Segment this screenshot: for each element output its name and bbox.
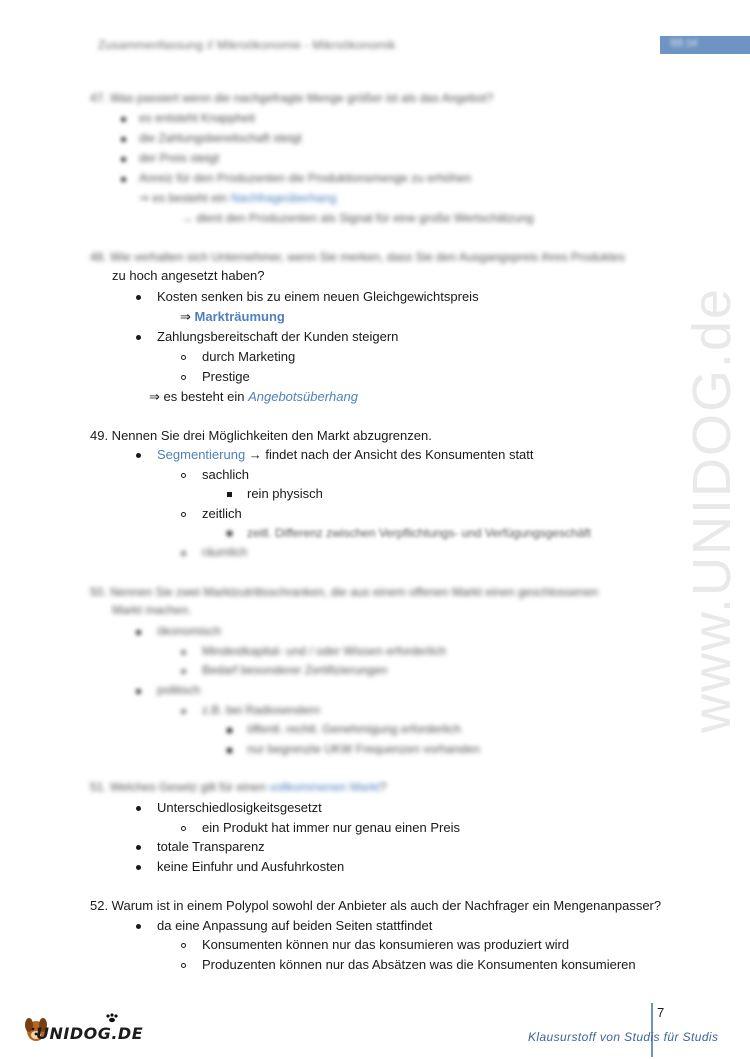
q50-item2-sub1-a: öffentl. rechtl. Genehmigung erforderlich xyxy=(247,722,461,736)
q50-question-line1: 50. Nennen Sie zwei Marktzutrittsschranken, die aus einem offenen Markt einen geschlossenen xyxy=(90,585,599,599)
q48-item1: Kosten senken bis zu einem neuen Gleichgewichtspreis xyxy=(157,289,479,304)
q52-question: 52. Warum ist in einem Polypol sowohl der Anbieter als auch der Nachfrager ein Mengenanpasser? xyxy=(90,898,662,913)
bullet-icon xyxy=(121,157,126,162)
circle-bullet-icon xyxy=(181,826,186,831)
bullet-icon xyxy=(136,335,141,340)
square-bullet-icon xyxy=(227,531,232,536)
q49-sub2-detail: zeitl. Differenz zwischen Verpflichtungs- und Verfügungsgeschäft xyxy=(247,526,591,540)
q49-sub1-detail: rein physisch xyxy=(247,486,323,501)
circle-bullet-icon xyxy=(181,943,186,948)
q48-implies1-term: Markträumung xyxy=(194,309,285,324)
q51-item1-sub: ein Produkt hat immer nur genau einen Preis xyxy=(202,820,460,835)
q51-item3: keine Einfuhr und Ausfuhrkosten xyxy=(157,859,345,874)
q48-implies2 xyxy=(149,389,358,405)
circle-bullet-icon xyxy=(181,709,186,714)
circle-bullet-icon xyxy=(181,512,186,517)
q49-item-term: Segmentierung xyxy=(157,447,246,462)
square-bullet-icon xyxy=(227,748,232,753)
q48-implies2-term: Angebotsüberhang xyxy=(248,389,358,404)
q49-item xyxy=(157,447,534,463)
square-bullet-icon xyxy=(227,728,232,733)
bullet-icon xyxy=(136,630,141,635)
q47-question: 47. Was passiert wenn die nachgefragte Menge größer ist als das Angebot? xyxy=(90,91,494,105)
q50-item2: politisch xyxy=(157,683,201,697)
q49-item-rest: → findet nach der Ansicht des Konsumenten statt xyxy=(245,447,534,462)
logo-text: UNIDOG.DE xyxy=(36,1024,144,1043)
q48-implies1-symbol: ⇒ xyxy=(180,309,191,324)
bullet-icon xyxy=(136,865,141,870)
q50-question-line2: Markt machen. xyxy=(112,603,192,617)
q48-implies2-prefix: ⇒ es besteht ein xyxy=(149,389,245,404)
q50-item2-sub1: z.B. bei Radiosendern xyxy=(202,703,321,717)
q51-item2: totale Transparenz xyxy=(157,839,265,854)
circle-bullet-icon xyxy=(181,669,186,674)
q49-question: 49. Nennen Sie drei Möglichkeiten den Markt abzugrenzen. xyxy=(90,428,432,443)
q48-question-line1: 48. Wie verhalten sich Unternehmer, wenn Sie merken, dass Sie den Ausgangspreis ihres Produktes xyxy=(90,250,625,264)
q48-implies1 xyxy=(180,309,285,325)
q47-item: die Zahlungsbereitschaft steigt xyxy=(139,131,302,145)
watermark-text: www.UNIDOG.de xyxy=(682,286,742,734)
bullet-icon xyxy=(136,295,141,300)
bullet-icon xyxy=(136,689,141,694)
q51-question-prefix: 51. Welches Gesetz gilt für einen xyxy=(90,780,266,794)
bullet-icon xyxy=(136,453,141,458)
circle-bullet-icon xyxy=(181,375,186,380)
q51-question-suffix: ? xyxy=(379,780,387,794)
bullet-icon xyxy=(121,117,126,122)
square-bullet-icon xyxy=(227,492,232,497)
q47-item: Anreiz für den Produzenten die Produktionsmenge zu erhöhen xyxy=(139,171,472,185)
q50-item1: ökonomisch xyxy=(157,624,222,638)
bullet-icon xyxy=(136,806,141,811)
q47-implies-prefix: ⇒ es besteht ein xyxy=(139,191,228,205)
q52-item: da eine Anpassung auf beiden Seiten stattfindet xyxy=(157,918,433,933)
q50-item1-sub1: Mindestkapital- und / oder Wissen erforderlich xyxy=(202,644,447,658)
header-badge xyxy=(660,36,750,54)
q47-arrow-note: → dient den Produzenten als Signal für eine große Wertschätzung xyxy=(181,211,534,225)
q47-implies xyxy=(139,191,337,205)
q48-sub1: durch Marketing xyxy=(202,349,296,364)
q49-sub1: sachlich xyxy=(202,467,249,482)
q52-sub1: Konsumenten können nur das konsumieren was produziert wird xyxy=(202,937,570,952)
q47-implies-term: Nachfrageüberhang xyxy=(230,191,337,205)
circle-bullet-icon xyxy=(181,963,186,968)
q51-question-term: vollkommenen Markt xyxy=(269,780,380,794)
q50-item2-sub1-b: nur begrenzte UKW Frequenzen vorhanden xyxy=(247,742,480,756)
header-title: Zusammenfassung // Mikroökonomie - Mikroökonomik xyxy=(98,38,396,52)
bullet-icon xyxy=(136,924,141,929)
q51-item1: Unterschiedlosigkeitsgesetzt xyxy=(157,800,322,815)
bullet-icon xyxy=(136,845,141,850)
circle-bullet-icon xyxy=(181,551,186,556)
q48-sub2: Prestige xyxy=(202,369,250,384)
q47-item: es entsteht Knappheit xyxy=(139,111,256,125)
circle-bullet-icon xyxy=(181,650,186,655)
q47-item: der Preis steigt xyxy=(139,151,220,165)
q52-sub2: Produzenten können nur das Absätzen was die Konsumenten konsumieren xyxy=(202,957,636,972)
bullet-icon xyxy=(121,137,126,142)
q48-question-line2: zu hoch angesetzt haben? xyxy=(112,268,265,283)
footer-tagline: Klausurstoff von Studis für Studis xyxy=(528,1030,719,1044)
q51-question xyxy=(90,780,387,794)
circle-bullet-icon xyxy=(181,473,186,478)
bullet-icon xyxy=(121,177,126,182)
q48-item2: Zahlungsbereitschaft der Kunden steigern xyxy=(157,329,399,344)
q49-sub3: räumlich xyxy=(202,545,248,559)
circle-bullet-icon xyxy=(181,355,186,360)
q49-sub2: zeitlich xyxy=(202,506,242,521)
header-badge-label: SS 14 xyxy=(670,38,698,49)
q50-item1-sub2: Bedarf besonderer Zertifizierungen xyxy=(202,663,388,677)
page-number: 7 xyxy=(657,1005,665,1020)
